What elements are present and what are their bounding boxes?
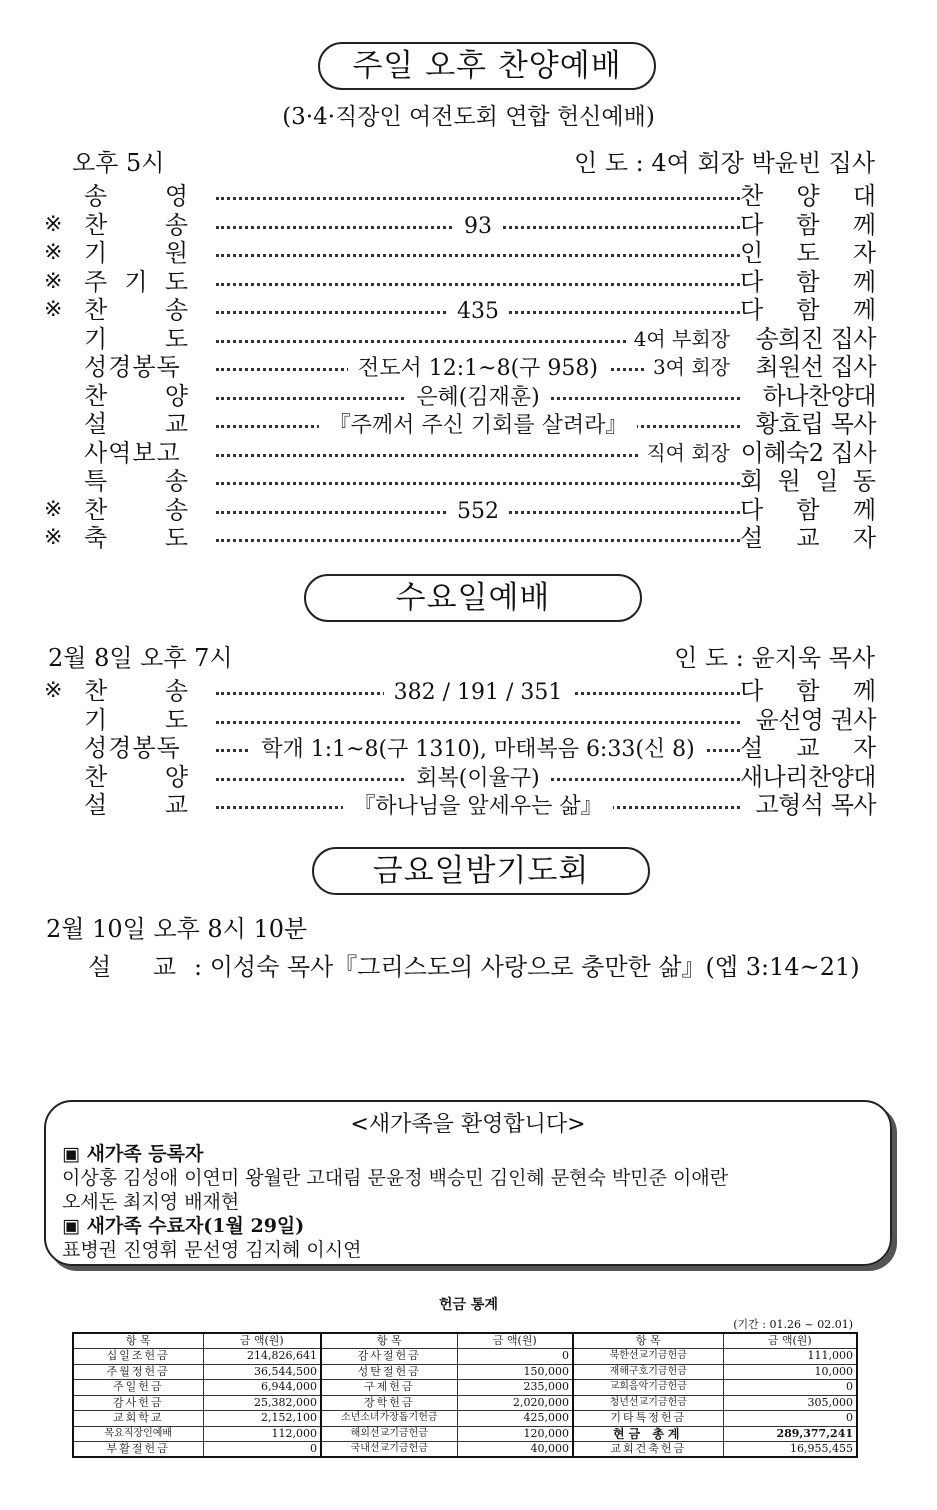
standing-mark: ※	[44, 268, 63, 294]
order-item	[84, 211, 188, 240]
order-person-part: 께	[852, 677, 876, 705]
order-person-part: 도	[796, 239, 820, 267]
order-person-part: 다	[740, 210, 764, 239]
offering-item: 해외선교기금헌금	[321, 1426, 457, 1442]
order-row	[44, 353, 876, 382]
offering-amount: 0	[723, 1411, 857, 1427]
order-person-part: 께	[852, 267, 876, 296]
offering-amount: 150,000	[457, 1364, 573, 1380]
offering-row	[73, 1349, 857, 1365]
order-person	[740, 524, 876, 553]
offering-row	[73, 1426, 857, 1442]
order-person-part: 설	[740, 734, 764, 762]
order-detail	[216, 211, 740, 242]
order-person-part: 원	[777, 467, 801, 495]
offering-amount: 235,000	[457, 1380, 573, 1396]
standing-mark: ※	[44, 240, 63, 265]
offering-amount: 2,152,100	[203, 1411, 321, 1427]
order-person-part: 일	[815, 467, 839, 495]
order-detail-text: 382 / 191 / 351	[384, 680, 573, 705]
welcome-box	[44, 1100, 892, 1266]
order-item-part: 도	[164, 324, 188, 353]
offering-amount: 0	[203, 1442, 321, 1458]
order-person	[740, 496, 876, 525]
offering-item: 주일헌금	[73, 1380, 203, 1396]
order-item	[84, 239, 188, 268]
order-item: 성경봉독	[84, 353, 181, 381]
offering-item: 목요직장인예배	[73, 1426, 203, 1442]
offering-item: 북한선교기금헌금	[573, 1349, 723, 1365]
leader-dots	[216, 283, 740, 286]
order-person-part: 교	[796, 734, 820, 762]
leader-dots	[216, 254, 740, 257]
order-item-part: 송	[164, 210, 188, 239]
order-person-part: 동	[852, 467, 876, 495]
col-header-amount: 금 액(원)	[203, 1333, 321, 1349]
offering-item: 감사헌금	[73, 1395, 203, 1411]
friday-sermon-label: 설 교	[88, 953, 176, 981]
offering-item: 성탄절헌금	[321, 1364, 457, 1380]
order-item	[84, 268, 188, 297]
standing-mark: ※	[44, 525, 63, 550]
order-detail	[216, 791, 740, 822]
order-row	[44, 296, 876, 325]
order-detail	[216, 677, 740, 708]
order-person-part: 찬	[740, 182, 764, 210]
order-detail-text: 552	[447, 499, 509, 524]
order-person: 윤선영 권사	[755, 705, 876, 734]
order-item-part: 영	[164, 182, 188, 210]
wednesday-program	[44, 677, 876, 820]
order-person: 송희진 집사	[755, 324, 876, 353]
order-item-part: 원	[164, 239, 188, 267]
offering-row	[73, 1395, 857, 1411]
registered-names-line2: 오세돈 최지영 배재현	[62, 1191, 240, 1213]
order-item-part: 찬	[84, 210, 108, 239]
friday-time: 2월 10일 오후 8시 10분	[46, 915, 308, 943]
order-person-part: 회	[740, 467, 764, 495]
offering-amount: 425,000	[457, 1411, 573, 1427]
wednesday-time: 2월 8일 오후 7시	[48, 644, 233, 672]
leader-dots	[216, 482, 740, 485]
sunday-time: 오후 5시	[72, 149, 165, 177]
order-item	[84, 791, 188, 820]
leader-dots	[216, 197, 740, 200]
order-role: 직여 회장	[638, 439, 730, 468]
order-item-part: 양	[164, 381, 188, 410]
offering-row	[73, 1442, 857, 1458]
order-item-part: 기	[124, 267, 148, 296]
order-detail-text: 학개 1:1~8(구 1310), 마태복음 6:33(신 8)	[251, 737, 705, 762]
wednesday-leader: 인 도 : 윤지욱 목사	[674, 644, 875, 672]
order-row	[44, 268, 876, 297]
order-item-part: 교	[164, 410, 188, 438]
order-person-part: 대	[852, 182, 876, 210]
offering-amount: 0	[457, 1349, 573, 1365]
order-item	[84, 325, 188, 354]
order-person-part: 설	[740, 524, 764, 552]
registered-label: ▣ 새가족 등록자	[62, 1143, 204, 1165]
order-person: 고형석 목사	[755, 791, 876, 819]
order-row	[44, 239, 876, 268]
order-item	[84, 382, 188, 411]
standing-mark: ※	[44, 496, 63, 522]
offering-item: 현금 총계	[573, 1426, 723, 1442]
order-item-part: 기	[84, 239, 108, 267]
order-detail-text: 전도서 12:1~8(구 958)	[348, 356, 608, 381]
order-detail	[216, 296, 740, 327]
order-person	[740, 182, 876, 211]
order-person	[740, 211, 876, 240]
offering-amount: 10,000	[723, 1364, 857, 1380]
order-item-part: 기	[84, 705, 108, 734]
order-person	[740, 296, 876, 325]
order-item-part: 찬	[84, 296, 108, 324]
col-header-item: 항 목	[321, 1333, 457, 1349]
order-person: 이혜숙2 집사	[740, 438, 876, 467]
order-item	[84, 524, 188, 553]
completed-names: 표병권 진영휘 문선영 김지혜 이시연	[62, 1239, 362, 1261]
order-row	[44, 467, 876, 496]
order-person: 최원선 집사	[755, 353, 876, 381]
sunday-leader: 인 도 : 4여 회장 박윤빈 집사	[574, 149, 875, 177]
order-person-part: 인	[740, 239, 764, 267]
order-item-part: 특	[84, 467, 108, 495]
order-person-part: 다	[740, 495, 764, 524]
order-item-part: 기	[84, 324, 108, 353]
offering-amount: 112,000	[203, 1426, 321, 1442]
order-person: 황효립 목사	[755, 410, 876, 438]
order-item-part: 축	[84, 524, 108, 552]
offering-amount: 305,000	[723, 1395, 857, 1411]
order-detail-text: 『주께서 주신 기회를 살려라』	[319, 413, 638, 438]
order-person-part: 함	[796, 210, 820, 239]
order-person-part: 함	[796, 495, 820, 524]
order-item	[84, 182, 188, 211]
order-role: 4여 부회장	[626, 325, 730, 354]
offering-amount: 214,826,641	[203, 1349, 321, 1365]
order-detail	[216, 382, 740, 413]
order-detail-text: 93	[454, 214, 502, 239]
offering-item: 십일조헌금	[73, 1349, 203, 1365]
order-person-part: 자	[852, 734, 876, 762]
order-person-part: 함	[796, 267, 820, 296]
offering-amount: 36,544,500	[203, 1364, 321, 1380]
order-item-part: 송	[84, 182, 108, 210]
welcome-title: <새가족을 환영합니다>	[350, 1112, 586, 1137]
offering-amount: 2,020,000	[457, 1395, 573, 1411]
col-header-amount: 금 액(원)	[723, 1333, 857, 1349]
offering-row	[73, 1380, 857, 1396]
order-person-part: 자	[852, 524, 876, 552]
order-person	[740, 734, 876, 763]
order-detail-text: 회복(이율구)	[406, 766, 549, 791]
offering-item: 교회음악기금헌금	[573, 1380, 723, 1396]
order-person	[740, 268, 876, 297]
order-item-part: 도	[164, 267, 188, 296]
order-person: 새나리찬양대	[739, 762, 876, 791]
sunday-program	[44, 182, 876, 553]
order-person-part: 다	[740, 296, 764, 324]
order-person-part: 양	[796, 182, 820, 210]
offering-amount: 0	[723, 1380, 857, 1396]
order-item-part: 찬	[84, 677, 108, 705]
order-row	[44, 182, 876, 211]
friday-sermon: : 이성숙 목사『그리스도의 사랑으로 충만한 삶』(엡 3:14~21)	[194, 953, 860, 981]
order-row	[44, 211, 876, 240]
offering-item: 소년소녀가장돕기헌금	[321, 1411, 457, 1427]
order-person-part: 다	[740, 267, 764, 296]
sunday-title: 주일 오후 찬양예배	[318, 42, 656, 90]
order-item	[84, 677, 188, 706]
order-row	[44, 382, 876, 411]
order-item: 성경봉독	[84, 734, 181, 762]
order-person-part: 께	[852, 210, 876, 239]
offering-amount: 289,377,241	[723, 1426, 857, 1442]
order-item-part: 주	[84, 267, 108, 296]
order-item	[84, 763, 188, 792]
order-person-part: 자	[852, 239, 876, 267]
order-item	[84, 496, 188, 525]
order-item-part: 찬	[84, 762, 108, 791]
order-item-part: 송	[164, 467, 188, 495]
order-item-part: 송	[164, 495, 188, 524]
offering-header-row	[73, 1333, 857, 1349]
order-item-part: 도	[164, 705, 188, 734]
order-item-part: 설	[84, 410, 108, 438]
order-item-part: 설	[84, 791, 108, 819]
order-person	[740, 467, 876, 496]
offering-amount: 6,944,000	[203, 1380, 321, 1396]
offering-item: 재해구호기금헌금	[573, 1364, 723, 1380]
offering-item: 기타특정헌금	[573, 1411, 723, 1427]
registered-names-line1: 이상홍 김성애 이연미 왕월란 고대림 문윤정 백승민 김인혜 문현숙 박민준 이애란	[62, 1167, 729, 1189]
order-item-part: 도	[164, 524, 188, 552]
order-detail-text: 435	[447, 299, 509, 324]
order-item	[84, 410, 188, 439]
order-item-part: 찬	[84, 381, 108, 410]
offering-item: 주월정헌금	[73, 1364, 203, 1380]
order-row	[44, 677, 876, 706]
leader-dots	[216, 721, 740, 724]
offering-item: 국내선교기금헌금	[321, 1442, 457, 1458]
order-detail	[216, 734, 740, 765]
order-item	[84, 296, 188, 325]
order-item-part: 송	[164, 677, 188, 705]
order-row	[44, 763, 876, 792]
offering-period: (기간 : 01.26 ~ 02.01)	[733, 1318, 853, 1331]
completed-label: ▣ 새가족 수료자(1월 29일)	[62, 1215, 305, 1237]
order-row	[44, 734, 876, 763]
offering-amount: 120,000	[457, 1426, 573, 1442]
offering-amount: 111,000	[723, 1349, 857, 1365]
order-detail	[216, 410, 740, 441]
order-person-part: 교	[796, 524, 820, 552]
standing-mark: ※	[44, 678, 63, 703]
order-row	[44, 706, 876, 735]
order-person-part: 함	[796, 677, 820, 705]
offering-item: 교회학교	[73, 1411, 203, 1427]
order-item-part: 찬	[84, 495, 108, 524]
friday-title: 금요일밤기도회	[312, 847, 650, 895]
offering-amount: 25,382,000	[203, 1395, 321, 1411]
order-detail	[216, 496, 740, 527]
col-header-item: 항 목	[573, 1333, 723, 1349]
offering-title: 헌금 통계	[439, 1297, 498, 1313]
offering-item: 청년선교기금헌금	[573, 1395, 723, 1411]
col-header-item: 항 목	[73, 1333, 203, 1349]
leader-dots	[216, 539, 740, 542]
offering-item: 부활절헌금	[73, 1442, 203, 1458]
order-row	[44, 439, 876, 468]
order-person	[740, 677, 876, 706]
order-person	[740, 239, 876, 268]
order-item-part: 송	[164, 296, 188, 324]
order-item	[84, 706, 188, 735]
offering-item: 장학헌금	[321, 1395, 457, 1411]
order-item	[84, 467, 188, 496]
order-detail-text: 『하나님을 앞세우는 삶』	[343, 794, 612, 819]
order-row	[44, 325, 876, 354]
standing-mark: ※	[44, 297, 63, 322]
order-person-part: 다	[740, 677, 764, 705]
offering-item: 교회건축헌금	[573, 1442, 723, 1458]
order-row	[44, 791, 876, 820]
order-row	[44, 524, 876, 553]
order-row	[44, 496, 876, 525]
order-item: 사역보고	[84, 438, 181, 467]
offering-row	[73, 1364, 857, 1380]
offering-table	[72, 1332, 858, 1458]
offering-amount: 16,955,455	[723, 1442, 857, 1458]
order-person-part: 께	[852, 296, 876, 324]
sunday-subtitle: (3·4·직장인 여전도회 연합 헌신예배)	[282, 104, 655, 130]
order-role: 3여 회장	[645, 353, 730, 382]
standing-mark: ※	[44, 211, 63, 237]
offering-amount: 40,000	[457, 1442, 573, 1458]
offering-item: 구제헌금	[321, 1380, 457, 1396]
order-person-part: 께	[852, 495, 876, 524]
order-person-part: 함	[796, 296, 820, 324]
order-person: 하나찬양대	[762, 381, 876, 410]
order-row	[44, 410, 876, 439]
offering-item: 감사절헌금	[321, 1349, 457, 1365]
order-item-part: 양	[164, 762, 188, 791]
order-detail	[216, 763, 740, 794]
order-item-part: 교	[164, 791, 188, 819]
offering-row	[73, 1411, 857, 1427]
wednesday-title: 수요일예배	[304, 574, 642, 622]
col-header-amount: 금 액(원)	[457, 1333, 573, 1349]
order-detail-text: 은혜(김재훈)	[406, 385, 549, 410]
